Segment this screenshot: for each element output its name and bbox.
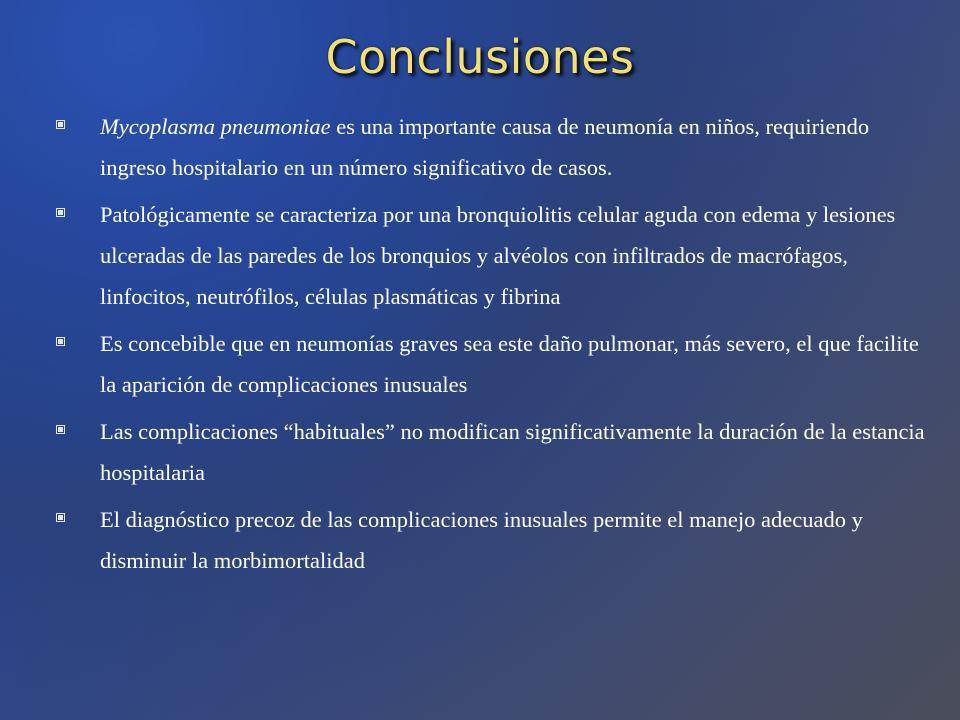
list-item [56, 194, 936, 317]
species-name: Mycoplasma pneumoniae [100, 114, 331, 139]
square-bullet-icon [56, 337, 65, 346]
bullet-text: Las complicaciones “habituales” no modifican significativamente la duración de la estancia hospitalaria [100, 419, 925, 485]
list-item [56, 411, 936, 493]
bullet-text: Patológicamente se caracteriza por una bronquiolitis celular aguda con edema y lesiones ulceradas de las paredes de los bronquios y alvéolos con infiltrados de macrófagos, linfocitos, neutrófilos, células plasmáticas y fibrina [100, 202, 896, 309]
list-item [56, 323, 936, 405]
slide-title: Conclusiones [325, 30, 635, 84]
square-bullet-icon [56, 120, 65, 129]
bullet-text: El diagnóstico precoz de las complicaciones inusuales permite el manejo adecuado y disminuir la morbimortalidad [100, 507, 863, 573]
conclusions-list [56, 106, 936, 587]
bullet-text: es una importante causa de neumonía en niños, requiriendo ingreso hospitalario en un número significativo de casos. [100, 114, 870, 180]
square-bullet-icon [56, 513, 65, 522]
square-bullet-icon [56, 208, 65, 217]
list-item [56, 106, 936, 188]
square-bullet-icon [56, 425, 65, 434]
bullet-text: Es concebible que en neumonías graves sea este daño pulmonar, más severo, el que facilite la aparición de complicaciones inusuales [100, 331, 919, 397]
list-item [56, 499, 936, 581]
